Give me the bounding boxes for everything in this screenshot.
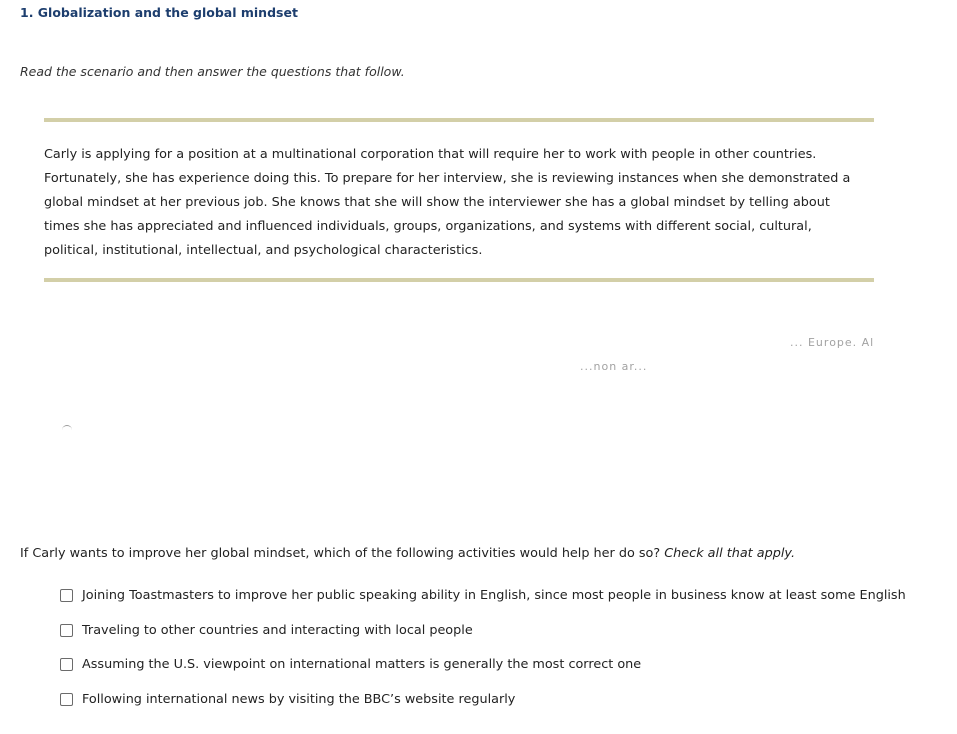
partially-rendered-region [0,330,957,510]
option-traveling[interactable] [60,622,906,657]
partial-text-fragment: ...non ar... [580,360,648,373]
radio-ghost-icon [62,425,72,432]
scenario-top-divider [44,118,874,122]
checkbox[interactable] [60,693,73,706]
checkbox[interactable] [60,658,73,671]
option-label: Following international news by visiting the BBC’s website regularly [82,691,516,707]
option-label: Joining Toastmasters to improve her public speaking ability in English, since most people in business know at least some English [82,588,906,603]
checkbox[interactable] [60,589,73,602]
scenario-text: Carly is applying for a position at a multinational corporation that will require her to work with people in other countries. Fortunately, she has experience doing this. To prepare for her interview, she is reviewing instances when she demonstrated a global mindset at her previous job. She knows that she will show the interviewer she has a global mindset by telling about times she has appreciated and influenced individuals, groups, organizations, and systems with different social, cultural, political, institutional, intellectual, and psychological characteristics. [44,147,851,258]
instruction-text: Read the scenario and then answer the questions that follow. [20,64,405,79]
page-title: 1. Globalization and the global mindset [20,5,298,20]
option-label: Traveling to other countries and interacting with local people [82,622,473,638]
option-label: Assuming the U.S. viewpoint on international matters is generally the most correct one [82,657,642,672]
partial-text-fragment: ... Europe. Al [790,336,875,349]
scenario-bottom-divider [44,278,874,282]
option-us-viewpoint[interactable] [60,656,906,691]
question-hint: Check all that apply. [664,546,796,561]
question-text [20,546,795,561]
option-toastmasters[interactable] [60,587,906,622]
question-prompt: If Carly wants to improve her global mindset, which of the following activities would help her do so? [20,546,661,561]
answer-options [60,587,906,725]
option-bbc-news[interactable] [60,691,906,726]
scenario-box [44,118,874,284]
checkbox[interactable] [60,624,73,637]
